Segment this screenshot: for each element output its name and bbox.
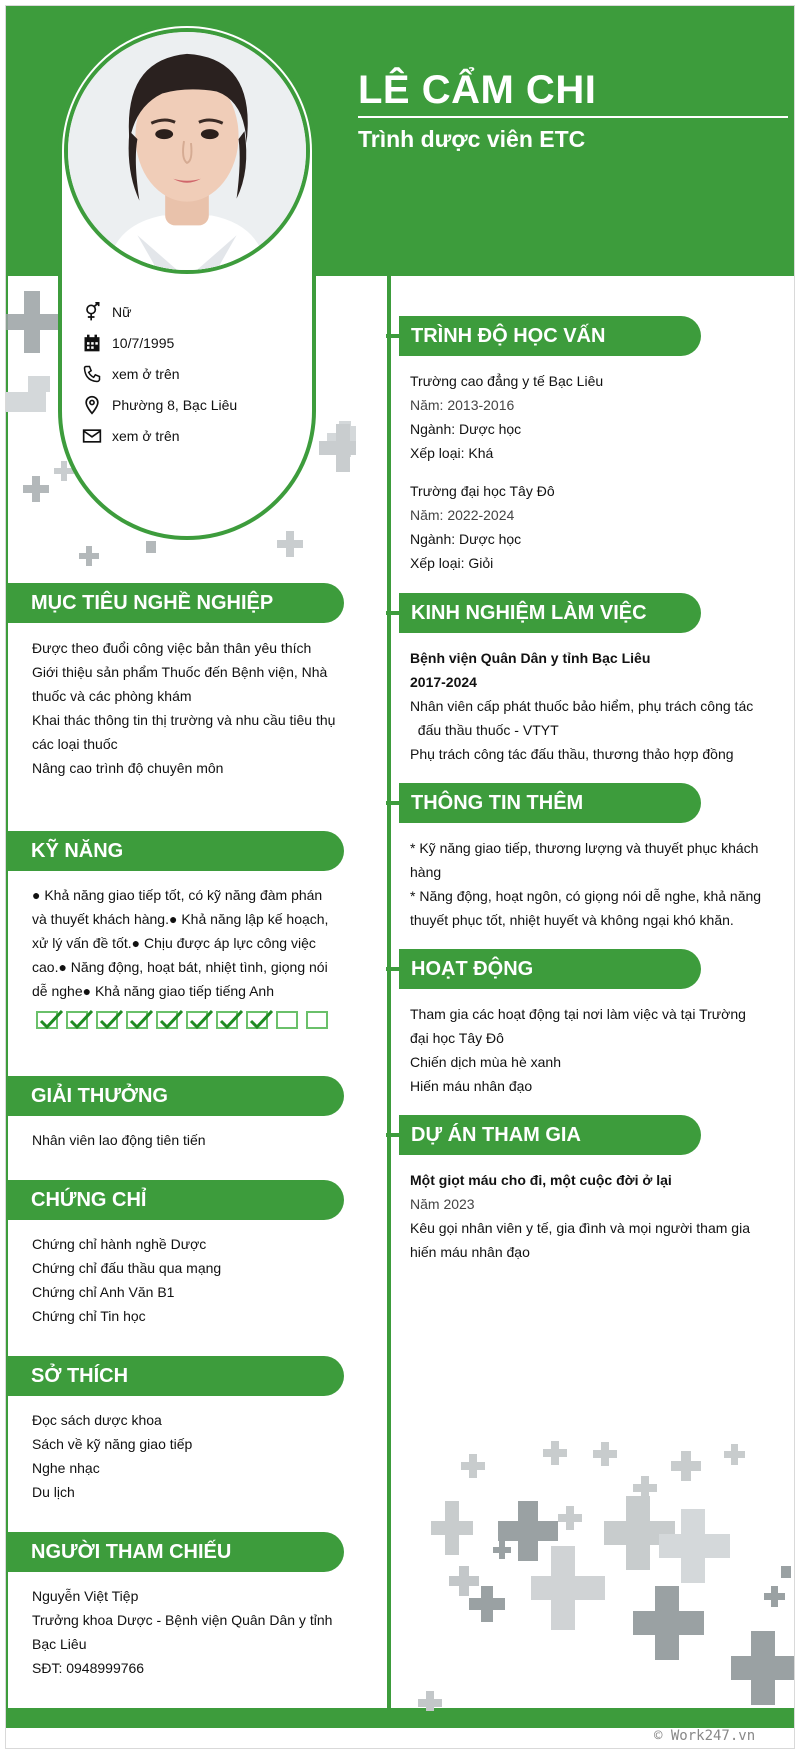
education-grade: Xếp loại: Khá bbox=[410, 445, 494, 461]
location-icon bbox=[82, 395, 102, 415]
skills-line: ● Khả năng giao tiếp tốt, có kỹ năng đàm phán bbox=[32, 887, 323, 903]
education-grade: Xếp loại: Giỏi bbox=[410, 555, 494, 571]
contact-gender bbox=[82, 296, 237, 327]
extra-line: hàng bbox=[410, 864, 442, 880]
extra-text bbox=[410, 836, 780, 932]
education-text bbox=[410, 369, 780, 575]
reference-line: SĐT: 0948999766 bbox=[32, 1660, 145, 1676]
objective-line: Được theo đuổi công việc bản thân yêu thích bbox=[32, 640, 312, 656]
section-hobbies-title: SỞ THÍCH bbox=[6, 1356, 344, 1396]
rating-box bbox=[66, 1011, 88, 1029]
skills-text bbox=[32, 883, 342, 1003]
hobby-line: Du lịch bbox=[32, 1484, 75, 1500]
cv-page bbox=[5, 5, 795, 1749]
section-activities-title: HOẠT ĐỘNG bbox=[399, 949, 701, 989]
activity-line: Chiến dịch mùa hè xanh bbox=[410, 1054, 561, 1070]
decorative-crosses-right bbox=[401, 1426, 795, 1711]
rating-box bbox=[36, 1011, 58, 1029]
activities-text bbox=[410, 1002, 780, 1098]
rating-box bbox=[126, 1011, 148, 1029]
certificate-line: Chứng chỉ đấu thầu qua mạng bbox=[32, 1260, 222, 1276]
section-education-title: TRÌNH ĐỘ HỌC VẤN bbox=[399, 316, 701, 356]
skills-line: xử lý vấn đề tốt.● Chịu được áp lực công việc bbox=[32, 935, 316, 951]
section-references-title: NGƯỜI THAM CHIẾU bbox=[6, 1532, 344, 1572]
hobby-line: Nghe nhạc bbox=[32, 1460, 100, 1476]
experience-company: Bệnh viện Quân Dân y tỉnh Bạc Liêu bbox=[410, 650, 651, 666]
education-school: Trường đại học Tây Đô bbox=[410, 483, 555, 499]
awards-text bbox=[32, 1128, 342, 1152]
birthday-value: 10/7/1995 bbox=[112, 334, 175, 351]
education-school: Trường cao đẳng y tế Bạc Liêu bbox=[410, 373, 604, 389]
rating-box bbox=[306, 1011, 328, 1029]
gender-value: Nữ bbox=[112, 303, 132, 320]
contact-email bbox=[82, 420, 237, 451]
extra-line: * Năng động, hoạt ngôn, có giọng nói dễ nghe, khả năng bbox=[410, 888, 762, 904]
section-extra-title: THÔNG TIN THÊM bbox=[399, 783, 701, 823]
check-icon bbox=[218, 1008, 244, 1032]
awards-line: Nhân viên lao động tiên tiến bbox=[32, 1132, 206, 1148]
reference-line: Bạc Liêu bbox=[32, 1636, 87, 1652]
check-icon bbox=[248, 1008, 274, 1032]
email-value: xem ở trên bbox=[112, 427, 180, 444]
rating-box bbox=[216, 1011, 238, 1029]
objective-line: Giới thiệu sản phẩm Thuốc đến Bệnh viện, Nhà bbox=[32, 664, 328, 680]
skill-rating bbox=[36, 1011, 336, 1029]
rating-box bbox=[246, 1011, 268, 1029]
section-objective-title: MỤC TIÊU NGHỀ NGHIỆP bbox=[6, 583, 344, 623]
experience-period: 2017-2024 bbox=[410, 674, 477, 690]
phone-value: xem ở trên bbox=[112, 365, 180, 382]
check-icon bbox=[128, 1008, 154, 1032]
certificate-line: Chứng chỉ hành nghề Dược bbox=[32, 1236, 207, 1252]
section-projects-title: DỰ ÁN THAM GIA bbox=[399, 1115, 701, 1155]
projects-text bbox=[410, 1168, 780, 1264]
contact-birthday bbox=[82, 327, 237, 358]
objective-line: Khai thác thông tin thị trường và nhu cầu tiêu thụ bbox=[32, 712, 336, 728]
contact-address bbox=[82, 389, 237, 420]
check-icon bbox=[98, 1008, 124, 1032]
name-underline bbox=[358, 116, 788, 118]
experience-text bbox=[410, 646, 780, 766]
section-experience-title: KINH NGHIỆM LÀM VIỆC bbox=[399, 593, 701, 633]
project-line: hiến máu nhân đạo bbox=[410, 1244, 530, 1260]
watermark: © Work247.vn bbox=[654, 1728, 756, 1744]
reference-line: Trưởng khoa Dược - Bệnh viện Quân Dân y tỉnh bbox=[32, 1612, 333, 1628]
hobby-line: Sách về kỹ năng giao tiếp bbox=[32, 1436, 193, 1452]
project-name: Một giọt máu cho đi, một cuộc đời ở lại bbox=[410, 1172, 672, 1188]
objective-text bbox=[32, 636, 342, 780]
extra-line: thuyết phục tốt, nhiệt huyết và không ngại khó khăn. bbox=[410, 912, 734, 928]
certificates-text bbox=[32, 1232, 342, 1328]
certificate-line: Chứng chỉ Tin học bbox=[32, 1308, 146, 1324]
objective-line: các loại thuốc bbox=[32, 736, 118, 752]
rating-box bbox=[186, 1011, 208, 1029]
skills-line: và thuyết khách hàng.● Khả năng lập kế hoạch, bbox=[32, 911, 329, 927]
objective-line: thuốc và các phòng khám bbox=[32, 688, 192, 704]
skills-line: cao.● Năng động, hoạt bát, nhiệt tình, giọng nói bbox=[32, 959, 328, 975]
job-title: Trình dược viên ETC bbox=[358, 126, 586, 152]
activity-line: Tham gia các hoạt động tại nơi làm việc và tại Trường bbox=[410, 1006, 746, 1022]
calendar-icon bbox=[82, 333, 102, 353]
contact-list bbox=[82, 296, 237, 451]
contact-phone bbox=[82, 358, 237, 389]
rating-box bbox=[96, 1011, 118, 1029]
footer-band bbox=[6, 1708, 795, 1728]
project-line: Kêu gọi nhân viên y tế, gia đình và mọi người tham gia bbox=[410, 1220, 750, 1236]
section-awards-title: GIẢI THƯỞNG bbox=[6, 1076, 344, 1116]
objective-line: Nâng cao trình độ chuyên môn bbox=[32, 760, 224, 776]
education-major: Ngành: Dược học bbox=[410, 421, 522, 437]
education-years: Năm: 2022-2024 bbox=[410, 507, 515, 523]
candidate-name: LÊ CẨM CHI bbox=[358, 68, 597, 112]
rating-box bbox=[156, 1011, 178, 1029]
check-icon bbox=[188, 1008, 214, 1032]
section-skills-title: KỸ NĂNG bbox=[6, 831, 344, 871]
rating-box bbox=[276, 1011, 298, 1029]
hobby-line: Đọc sách dược khoa bbox=[32, 1412, 162, 1428]
address-value: Phường 8, Bạc Liêu bbox=[112, 396, 238, 413]
education-years: Năm: 2013-2016 bbox=[410, 397, 515, 413]
references-text bbox=[32, 1584, 342, 1680]
check-icon bbox=[158, 1008, 184, 1032]
experience-line: Nhân viên cấp phát thuốc bảo hiểm, phụ trách công tác bbox=[410, 698, 754, 714]
check-icon bbox=[68, 1008, 94, 1032]
education-major: Ngành: Dược học bbox=[410, 531, 522, 547]
portrait-illustration bbox=[68, 32, 306, 270]
experience-line: đấu thầu thuốc - VTYT bbox=[410, 722, 559, 738]
section-certificates-title: CHỨNG CHỈ bbox=[6, 1180, 344, 1220]
check-icon bbox=[38, 1008, 64, 1032]
experience-line: Phụ trách công tác đấu thầu, thương thảo hợp đồng bbox=[410, 746, 734, 762]
phone-icon bbox=[82, 364, 102, 384]
skills-line: dễ nghe● Khả năng giao tiếp tiếng Anh bbox=[32, 983, 274, 999]
certificate-line: Chứng chỉ Anh Văn B1 bbox=[32, 1284, 175, 1300]
extra-line: * Kỹ năng giao tiếp, thương lượng và thuyết phục khách bbox=[410, 840, 759, 856]
activity-line: đại học Tây Đô bbox=[410, 1030, 504, 1046]
project-year: Năm 2023 bbox=[410, 1196, 475, 1212]
hobbies-text bbox=[32, 1408, 342, 1504]
profile-photo bbox=[64, 28, 310, 274]
reference-line: Nguyễn Việt Tiệp bbox=[32, 1588, 139, 1604]
activity-line: Hiến máu nhân đạo bbox=[410, 1078, 533, 1094]
gender-icon bbox=[82, 302, 102, 322]
column-divider bbox=[387, 276, 391, 1708]
mail-icon bbox=[82, 426, 102, 446]
